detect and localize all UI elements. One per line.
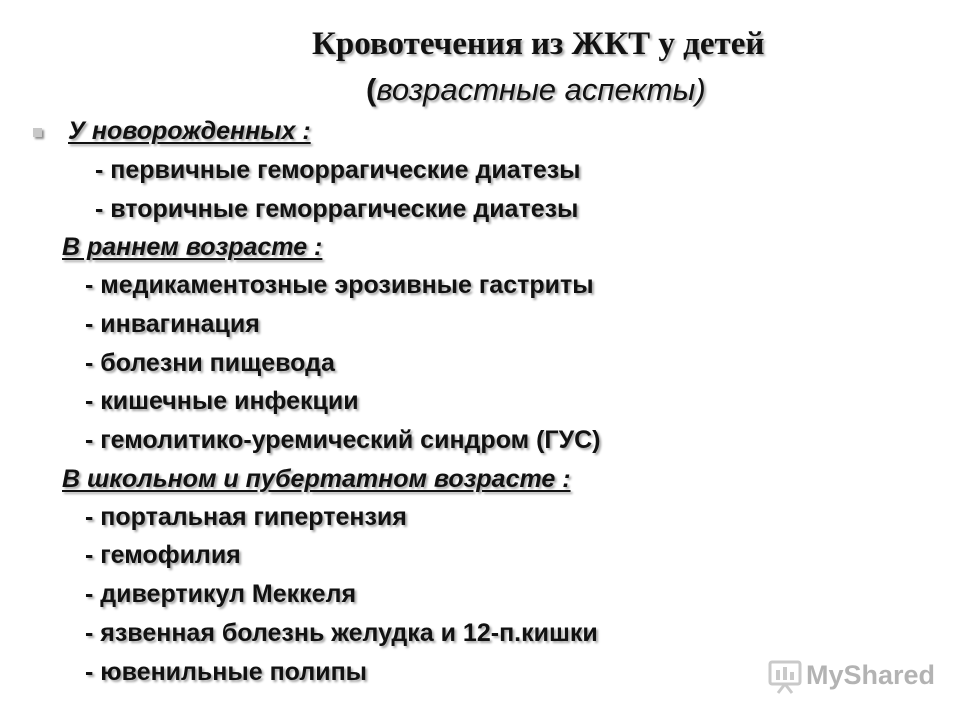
list-item: - портальная гипертензия: [85, 503, 407, 531]
list-item: - дивертикул Меккеля: [85, 580, 357, 608]
slide-subtitle: [366, 72, 706, 108]
list-item: - язвенная болезнь желудка и 12-п.кишки: [85, 619, 598, 647]
subtitle-close-paren: ): [695, 72, 706, 107]
list-item: - инвагинация: [85, 310, 260, 338]
list-item: - кишечные инфекции: [85, 387, 359, 415]
list-item: - гемолитико-уремический синдром (ГУС): [85, 426, 601, 454]
watermark-text: MyShared: [806, 660, 936, 690]
slide-title: Кровотечения из ЖКТ у детей: [312, 26, 765, 62]
list-item: - гемофилия: [85, 541, 241, 569]
section-heading-newborns: У новорожденных :: [68, 117, 311, 145]
list-item: - первичные геморрагические диатезы: [95, 156, 581, 184]
section-heading-school-age: В школьном и пубертатном возрасте :: [62, 465, 571, 493]
list-item: - медикаментозные эрозивные гастриты: [85, 271, 594, 299]
list-item: - вторичные геморрагические диатезы: [95, 195, 579, 223]
section-heading-early-age: В раннем возрасте :: [62, 233, 323, 261]
subtitle-text: возрастные аспекты: [376, 72, 696, 107]
subtitle-open-paren: (: [366, 72, 377, 107]
bullet-icon: [33, 128, 42, 137]
list-item: - болезни пищевода: [85, 349, 335, 377]
list-item: - ювенильные полипы: [85, 658, 368, 686]
